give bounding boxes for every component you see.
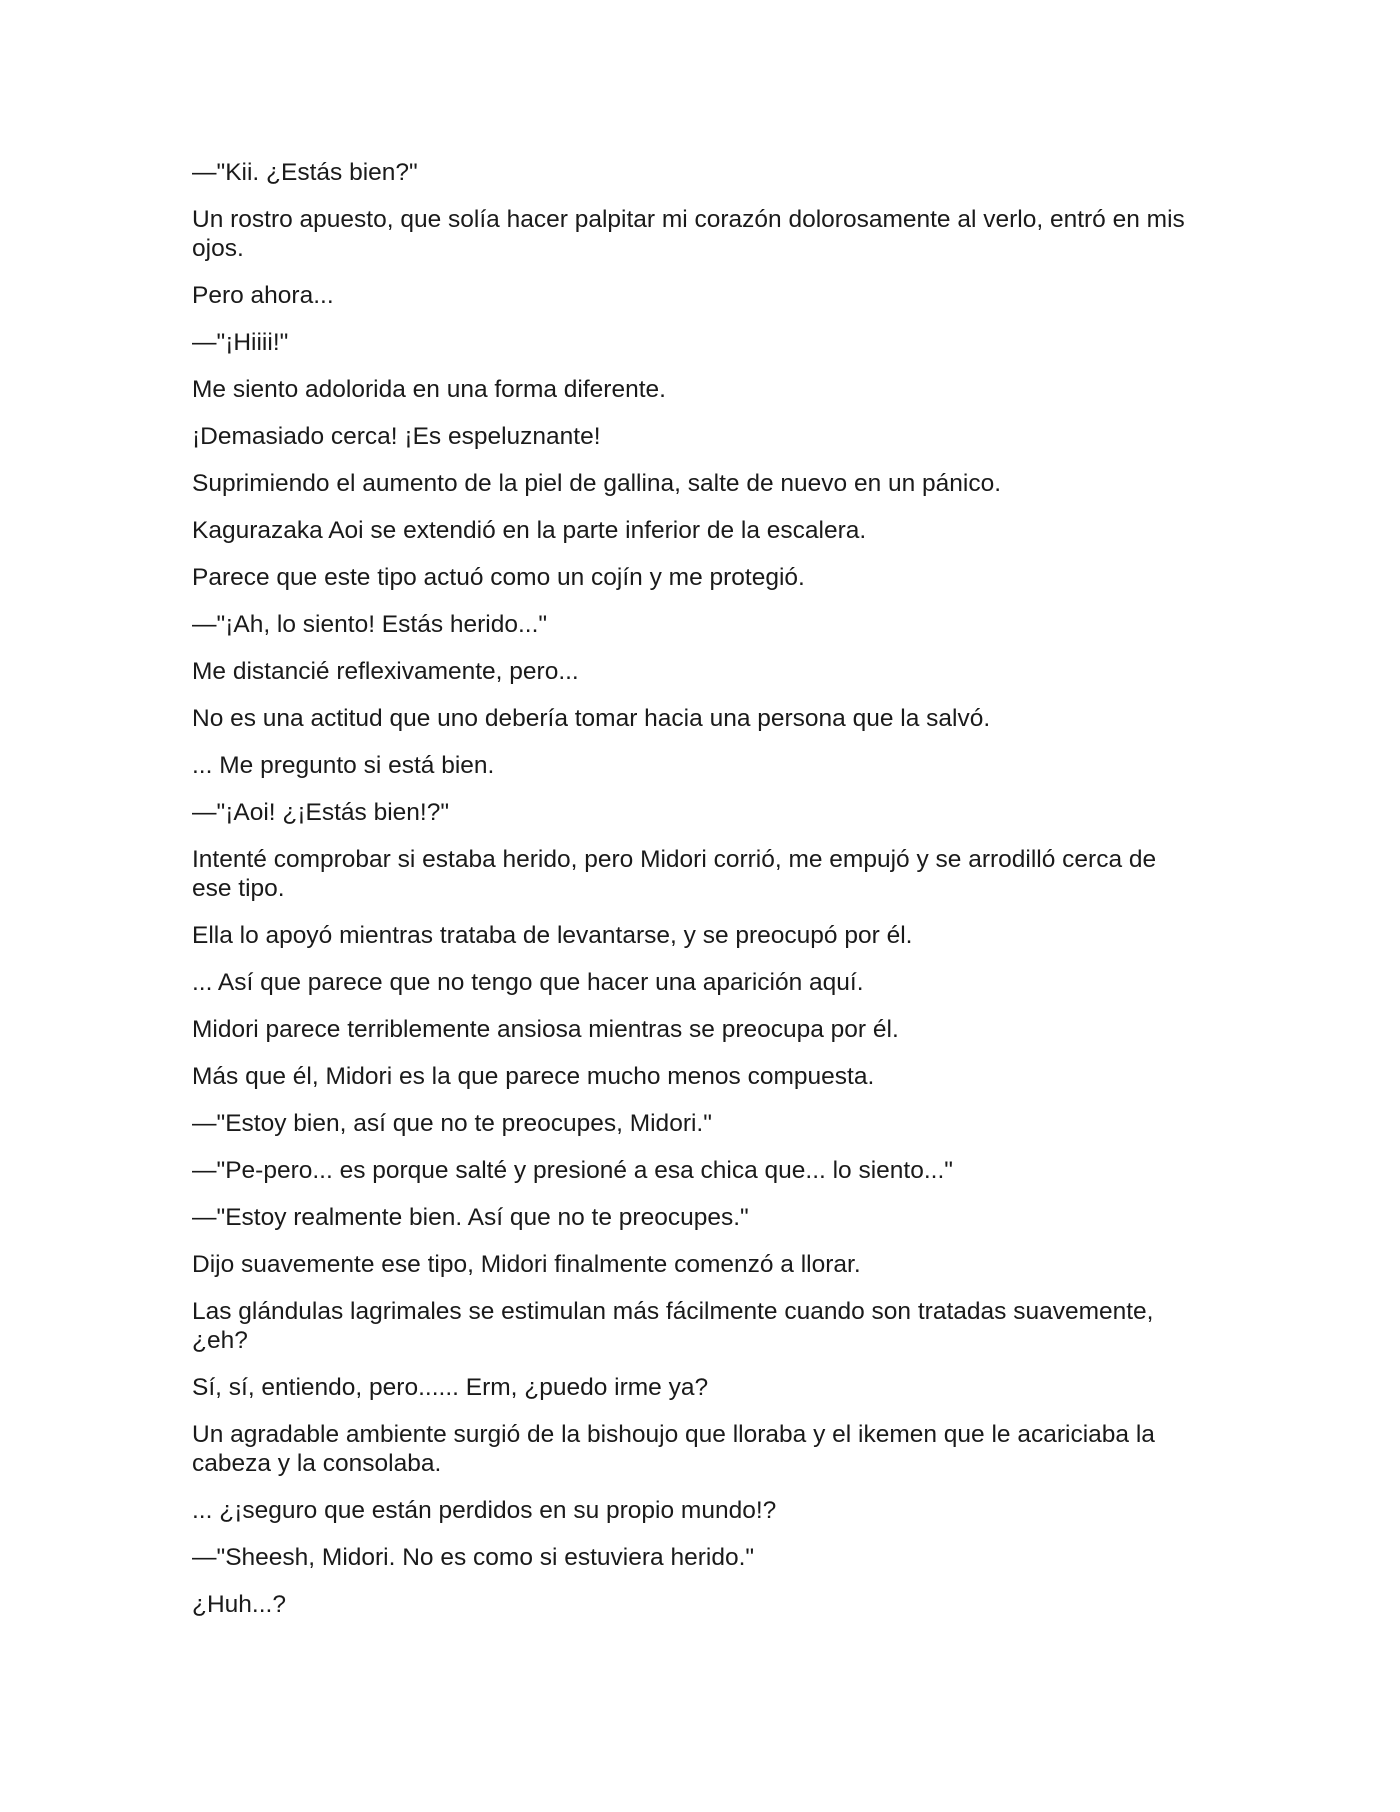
paragraph: Dijo suavemente ese tipo, Midori finalmente comenzó a llorar. <box>192 1251 861 1278</box>
paragraph: ... Así que parece que no tengo que hacer una aparición aquí. <box>192 969 864 996</box>
paragraph: Me distancié reflexivamente, pero... <box>192 658 579 685</box>
paragraph: ¡Demasiado cerca! ¡Es espeluznante! <box>192 423 601 450</box>
paragraph: —"¡Hiiii!" <box>192 329 289 356</box>
paragraph: —"Estoy bien, así que no te preocupes, Midori." <box>192 1110 712 1137</box>
paragraph: Un rostro apuesto, que solía hacer palpitar mi corazón dolorosamente al verlo, entró en mis ojos. <box>192 206 1185 262</box>
paragraph: ... ¿¡seguro que están perdidos en su propio mundo!? <box>192 1497 777 1524</box>
paragraph: Ella lo apoyó mientras trataba de levantarse, y se preocupó por él. <box>192 922 913 949</box>
paragraph: Las glándulas lagrimales se estimulan más fácilmente cuando son tratadas suavemente, ¿eh? <box>192 1298 1154 1354</box>
paragraph: Pero ahora... <box>192 282 334 309</box>
paragraph: —"Pe-pero... es porque salté y presioné a esa chica que... lo siento..." <box>192 1157 953 1184</box>
paragraph: ... Me pregunto si está bien. <box>192 752 495 779</box>
paragraph: —"Kii. ¿Estás bien?" <box>192 159 418 186</box>
paragraph: Más que él, Midori es la que parece mucho menos compuesta. <box>192 1063 875 1090</box>
paragraph: —"Estoy realmente bien. Así que no te preocupes." <box>192 1204 749 1231</box>
paragraph: ¿Huh...? <box>192 1591 286 1618</box>
paragraph: Kagurazaka Aoi se extendió en la parte inferior de la escalera. <box>192 517 867 544</box>
paragraph: Sí, sí, entiendo, pero...... Erm, ¿puedo irme ya? <box>192 1374 709 1401</box>
paragraph: Un agradable ambiente surgió de la bishoujo que lloraba y el ikemen que le acariciaba la cabeza y la consolaba. <box>192 1421 1155 1477</box>
paragraph: Suprimiendo el aumento de la piel de gallina, salte de nuevo en un pánico. <box>192 470 1002 497</box>
document-page <box>192 158 1202 1637</box>
paragraph: Me siento adolorida en una forma diferente. <box>192 376 666 403</box>
paragraph: Midori parece terriblemente ansiosa mientras se preocupa por él. <box>192 1016 899 1043</box>
paragraph: No es una actitud que uno debería tomar hacia una persona que la salvó. <box>192 705 991 732</box>
paragraph: Intenté comprobar si estaba herido, pero Midori corrió, me empujó y se arrodilló cerca de ese tipo. <box>192 846 1157 902</box>
paragraph: Parece que este tipo actuó como un cojín y me protegió. <box>192 564 805 591</box>
paragraph: —"¡Ah, lo siento! Estás herido..." <box>192 611 548 638</box>
paragraph: —"Sheesh, Midori. No es como si estuviera herido." <box>192 1544 755 1571</box>
paragraph: —"¡Aoi! ¿¡Estás bien!?" <box>192 799 450 826</box>
